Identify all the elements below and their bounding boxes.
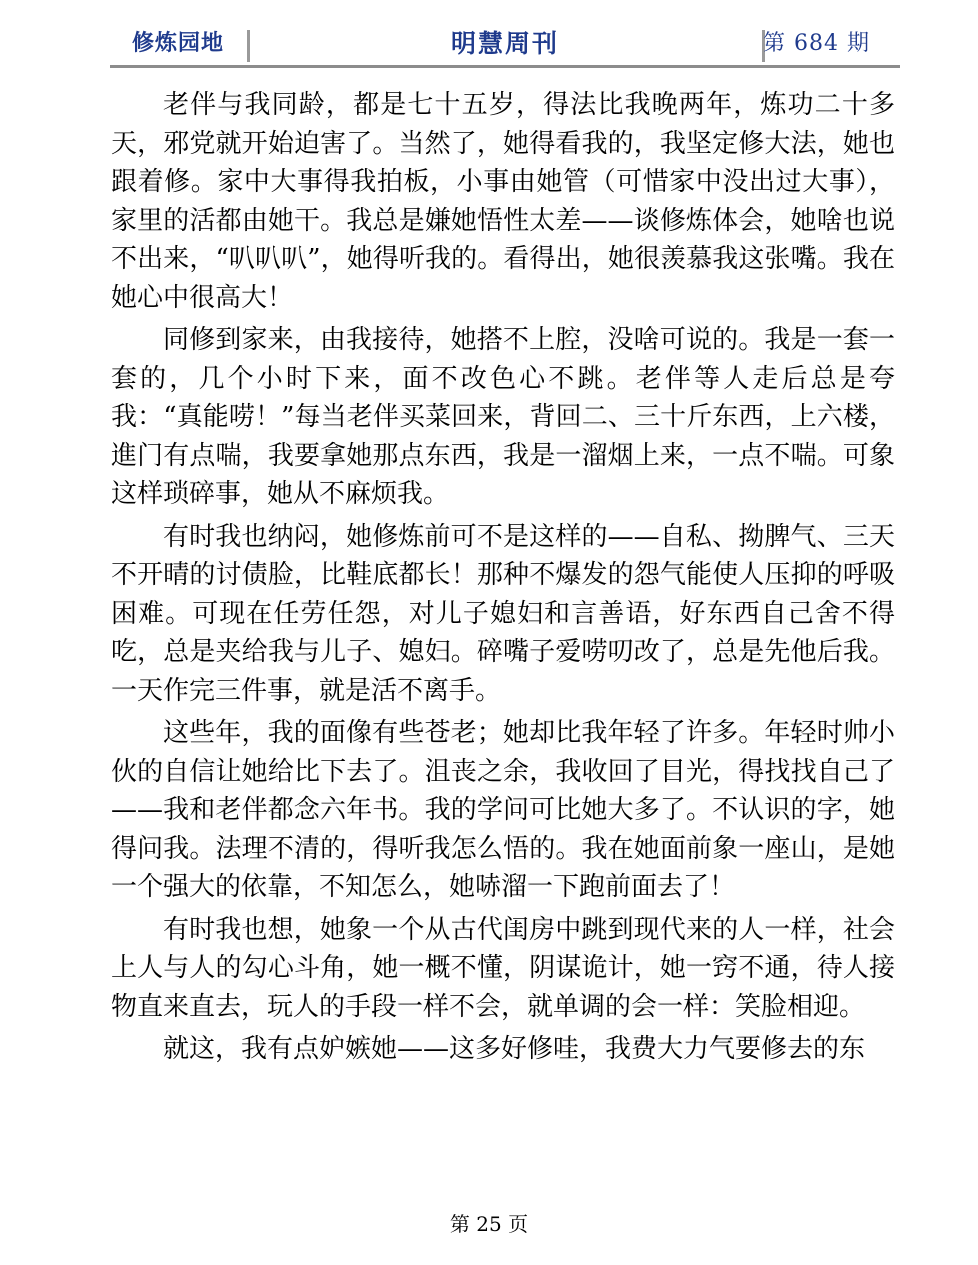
article-body xyxy=(111,86,895,1073)
paragraph: 就这，我有点妒嫉她——这多好修哇，我费大力气要修去的东 xyxy=(163,1034,866,1064)
publication-title: 明慧周刊 xyxy=(450,29,559,58)
header-rule xyxy=(110,65,900,68)
paragraph: 有时我也想，她象一个从古代闺房中跳到现代来的人一样，社会上人与人的勾心斗角，她一概不懂，阴谋诡计，她一窍不通，待人接物直来直去，玩人的手段一样不会，就单调的会一样：笑脸相迎。 xyxy=(111,914,895,1022)
header-divider xyxy=(247,30,250,62)
section-name: 修炼园地 xyxy=(132,31,225,56)
paragraph: 这些年，我的面像有些苍老；她却比我年轻了许多。年轻时帅小伙的自信让她给比下去了。沮丧之余，我收回了目光，得找找自己了——我和老伴都念六年书。我的学问可比她大多了。不认识的字，她得问我。法理不清的，得听我怎么悟的。我在她面前象一座山，是她一个强大的依靠，不知怎么，她哧溜一下跑前面去了！ xyxy=(111,718,895,902)
paragraph: 老伴与我同龄，都是七十五岁，得法比我晚两年，炼功二十多天，邪党就开始迫害了。当然了，她得看我的，我坚定修大法，她也跟着修。家中大事得我拍板，小事由她管（可惜家中没出过大事），家里的活都由她干。我总是嫌她悟性太差——谈修炼体会，她啥也说不出来，“叭叭叭”，她得听我的。看得出，她很羡慕我这张嘴。我在她心中很高大！ xyxy=(111,90,895,313)
issue-number: 第 684 期 xyxy=(763,31,870,56)
paragraph: 同修到家来，由我接待，她搭不上腔，没啥可说的。我是一套一套的，几个小时下来，面不改色心不跳。老伴等人走后总是夸我：“真能唠！”每当老伴买菜回来，背回二、三十斤东西，上六楼，進门有点喘，我要拿她那点东西，我是一溜烟上来，一点不喘。可象这样琐碎事，她从不麻烦我。 xyxy=(111,325,895,509)
paragraph: 有时我也纳闷，她修炼前可不是这样的——自私、拗脾气、三天不开晴的讨债脸，比鞋底都长！那种不爆发的怨气能使人压抑的呼吸困难。可现在任劳任怨，对儿子媳妇和言善语，好东西自己舍不得吃，总是夹给我与儿子、媳妇。碎嘴子爱唠叨改了，总是先他后我。一天作完三件事，就是活不离手。 xyxy=(111,521,895,706)
page-header xyxy=(110,24,900,68)
page-number: 第 25 页 xyxy=(449,1212,529,1236)
